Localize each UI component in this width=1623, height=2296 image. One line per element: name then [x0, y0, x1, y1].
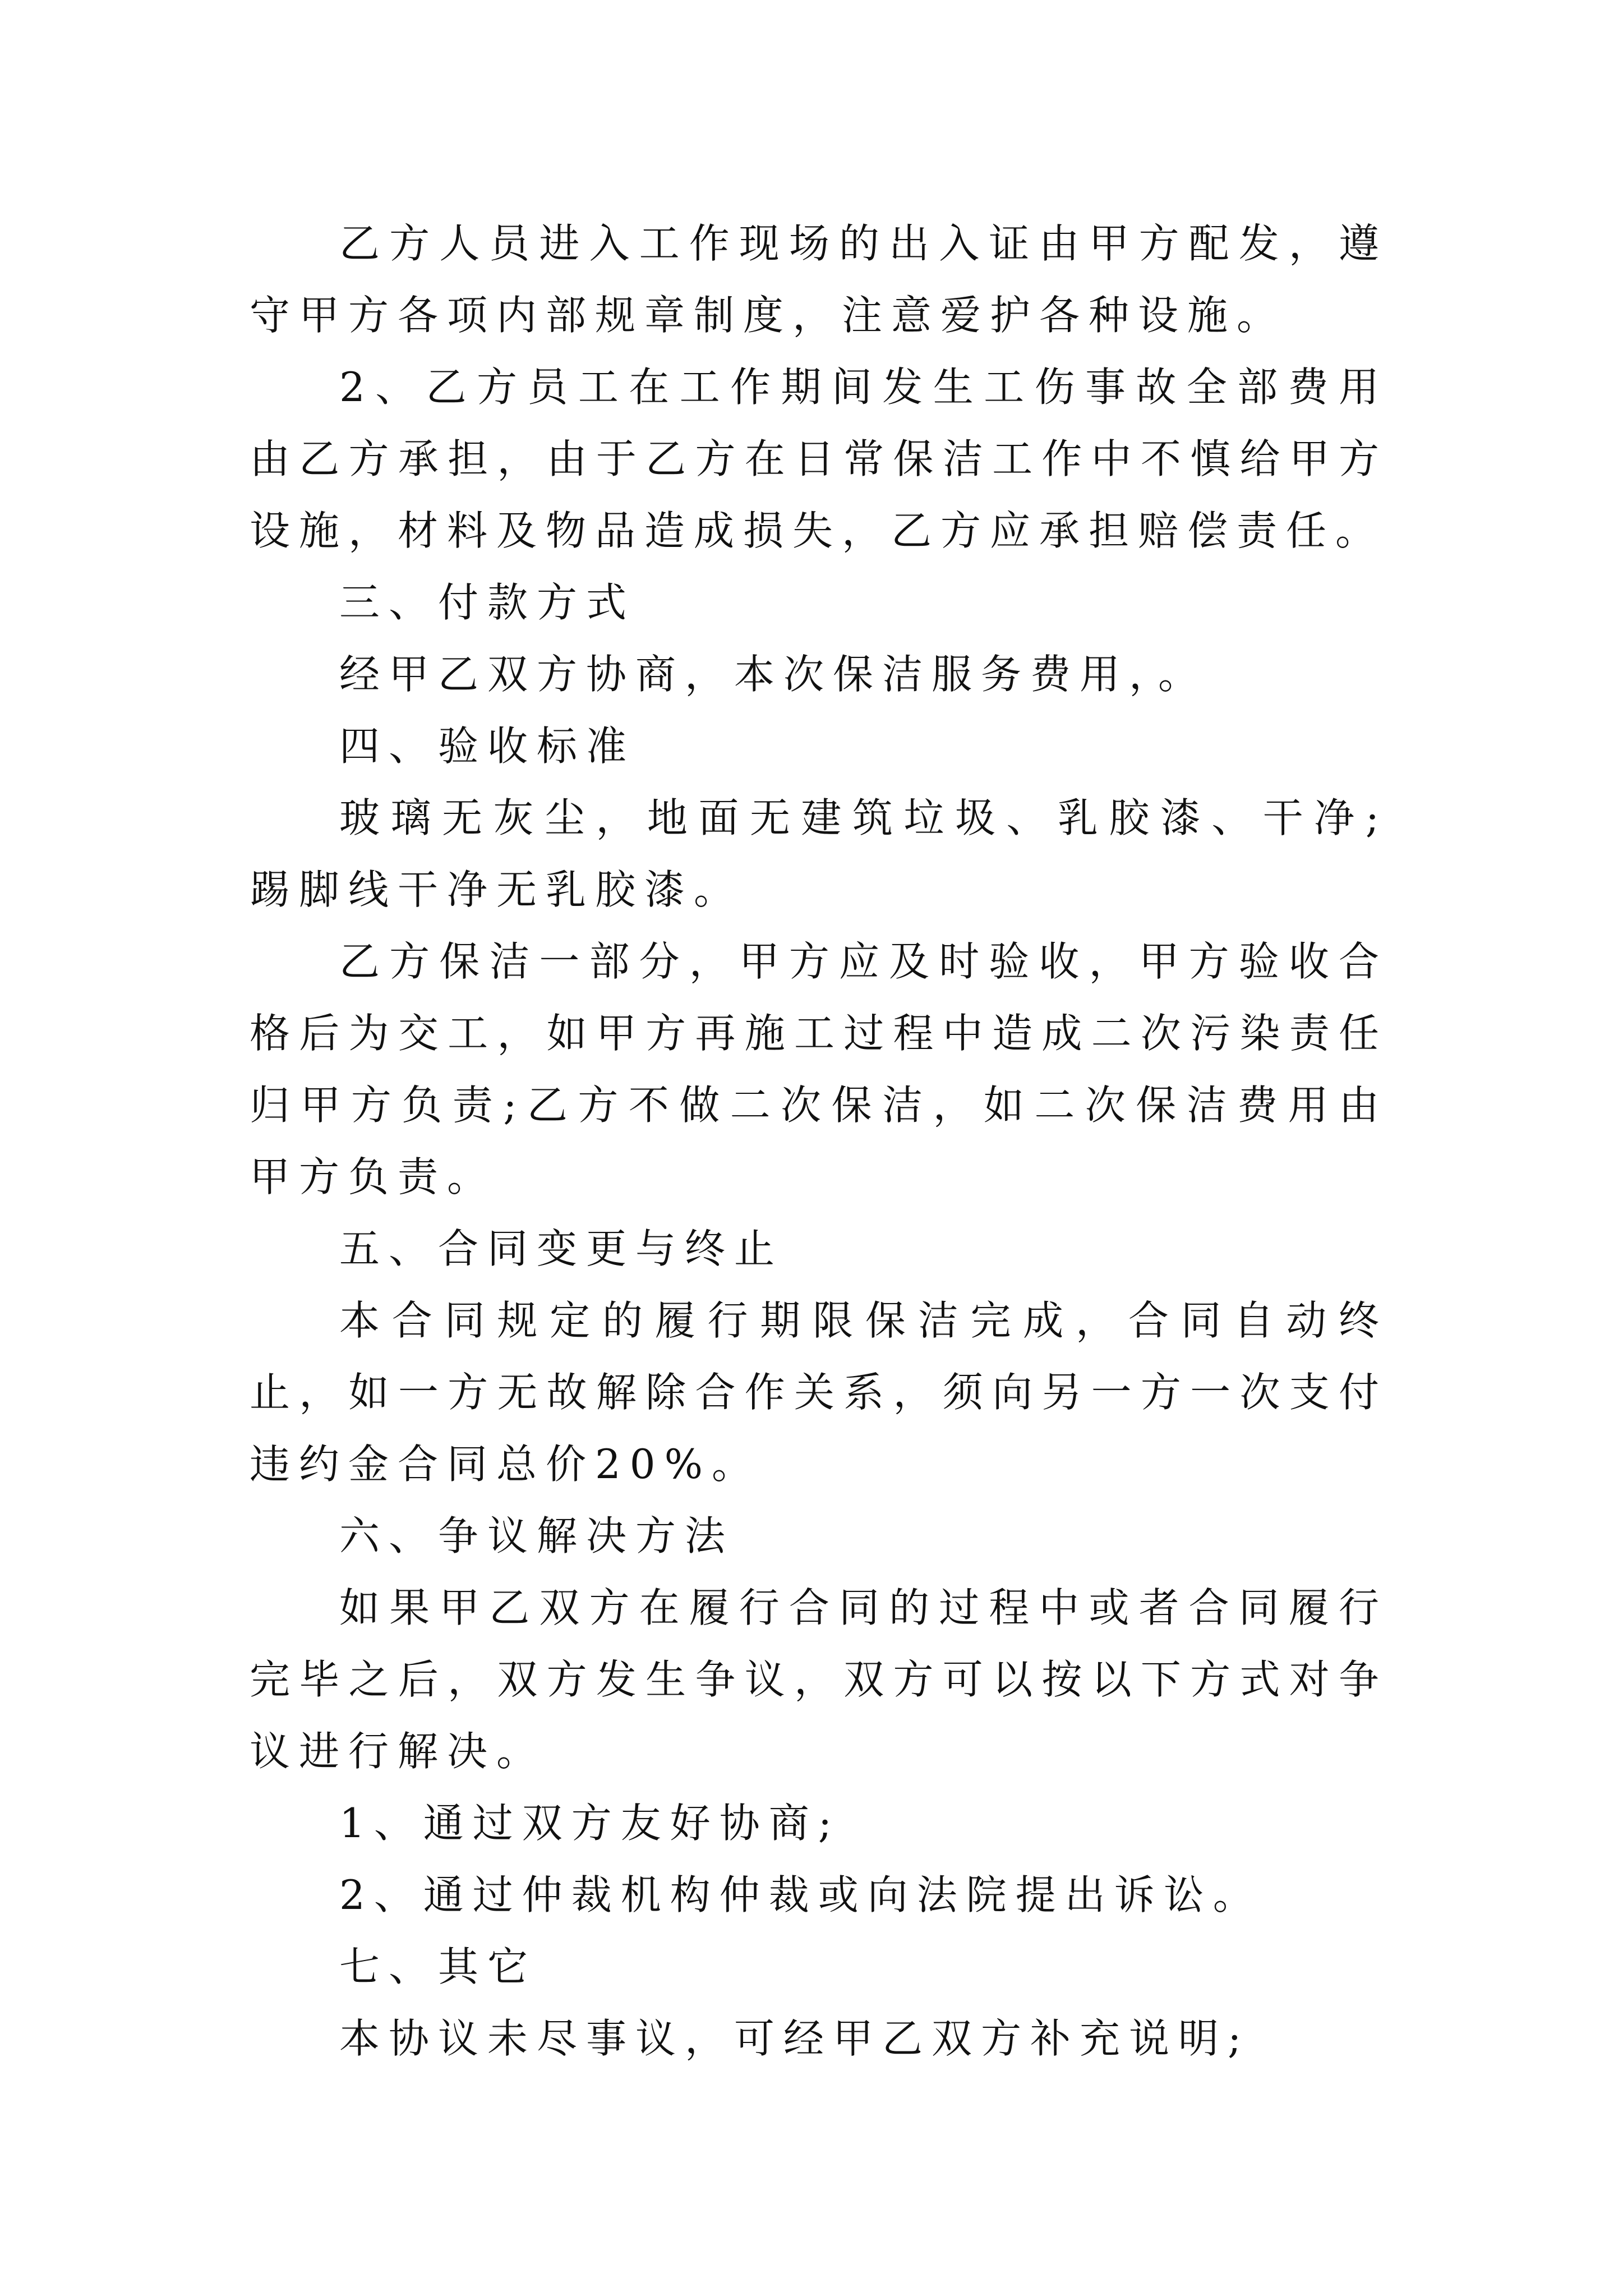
paragraph-entry-pass: 乙方人员进入工作现场的出入证由甲方配发，遵守甲方各项内部规章制度，注意爱护各种设施。: [250, 220, 1388, 339]
heading-other: 七、其它: [339, 1943, 537, 1990]
list-item-arbitration: 2、通过仲裁机构仲裁或向法院提出诉讼。: [339, 1871, 1262, 1918]
paragraph-contract-termination: 本合同规定的履行期限保洁完成，合同自动终止，如一方无故解除合作关系，须向另一方一次支付违约金合同总价20%。: [250, 1297, 1388, 1488]
paragraph-dispute-intro: 如果甲乙双方在履行合同的过程中或者合同履行完毕之后，双方发生争议，双方可以按以下方式对争议进行解决。: [250, 1584, 1388, 1775]
heading-dispute-resolution: 六、争议解决方法: [339, 1512, 735, 1559]
heading-payment-method: 三、付款方式: [339, 579, 636, 626]
paragraph-payment-terms: 经甲乙双方协商，本次保洁服务费用，。: [339, 651, 1208, 698]
heading-acceptance-standard: 四、验收标准: [339, 723, 636, 770]
list-item-negotiation: 1、通过双方友好协商;: [339, 1800, 841, 1847]
paragraph-acceptance-criteria: 玻璃无灰尘，地面无建筑垃圾、乳胶漆、干净;踢脚线干净无乳胶漆。: [250, 794, 1388, 913]
paragraph-supplementary: 本协议未尽事议，可经甲乙双方补充说明;: [339, 2015, 1251, 2062]
paragraph-acceptance-process: 乙方保洁一部分，甲方应及时验收，甲方验收合格后为交工，如甲方再施工过程中造成二次污染责任归甲方负责;乙方不做二次保洁，如二次保洁费用由甲方负责。: [250, 938, 1388, 1200]
paragraph-injury-liability: 2、乙方员工在工作期间发生工伤事故全部费用由乙方承担，由于乙方在日常保洁工作中不慎给甲方设施，材料及物品造成损失，乙方应承担赔偿责任。: [250, 364, 1388, 554]
document-body: [250, 208, 1388, 2074]
heading-contract-change: 五、合同变更与终止: [339, 1225, 784, 1272]
